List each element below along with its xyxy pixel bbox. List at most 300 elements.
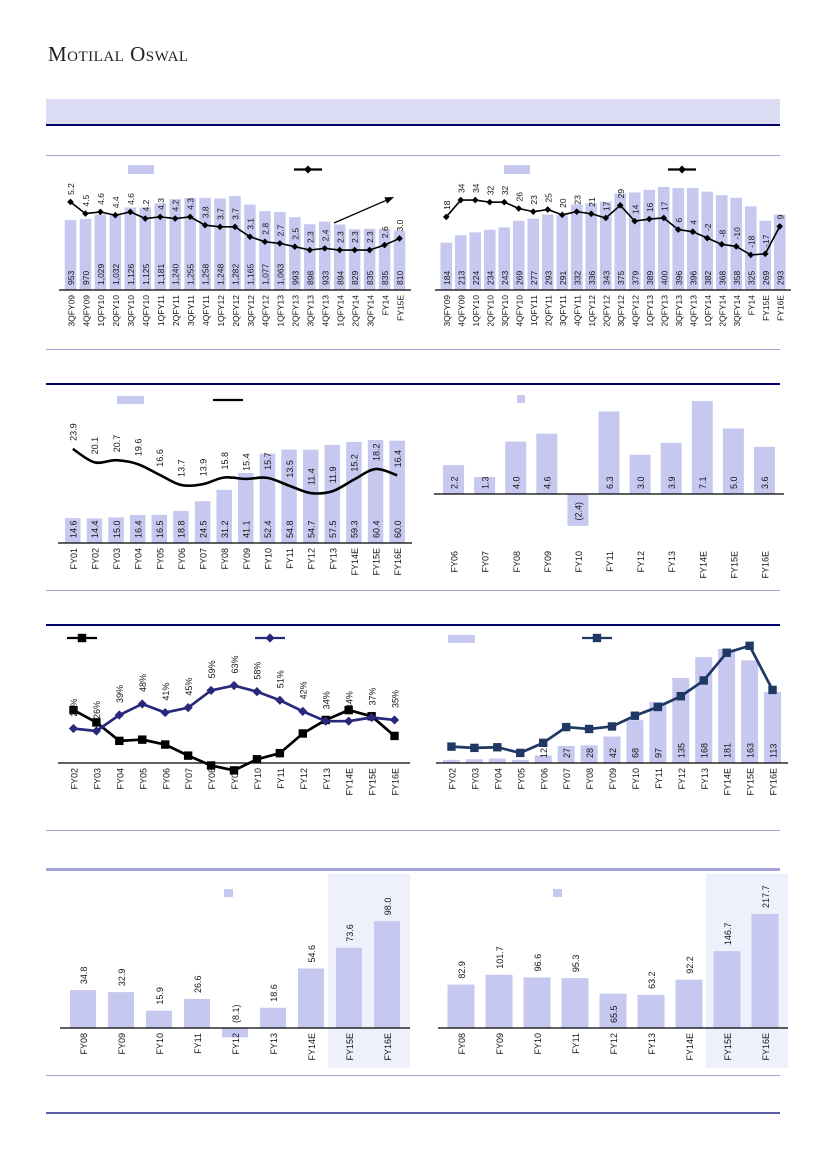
svg-text:FY03: FY03 xyxy=(470,768,481,790)
svg-text:95.3: 95.3 xyxy=(570,954,581,973)
svg-text:32: 32 xyxy=(499,185,510,196)
svg-text:217.7: 217.7 xyxy=(760,885,771,908)
svg-text:12: 12 xyxy=(538,747,549,758)
svg-text:FY16E: FY16E xyxy=(383,1033,394,1061)
svg-text:4.6: 4.6 xyxy=(542,476,553,489)
svg-text:336: 336 xyxy=(586,270,597,285)
svg-text:3.8: 3.8 xyxy=(200,206,211,219)
svg-text:933: 933 xyxy=(320,270,331,285)
footer-divider xyxy=(46,1112,780,1114)
svg-text:FY07: FY07 xyxy=(562,768,573,790)
svg-text:898: 898 xyxy=(305,270,316,285)
svg-text:FY01: FY01 xyxy=(68,548,79,570)
svg-text:54.7: 54.7 xyxy=(306,520,317,538)
svg-text:34%: 34% xyxy=(344,691,355,710)
svg-text:389: 389 xyxy=(644,270,655,285)
svg-text:835: 835 xyxy=(380,270,391,285)
chart-row2-right xyxy=(424,385,792,588)
svg-text:3.1: 3.1 xyxy=(245,217,256,230)
svg-text:59.3: 59.3 xyxy=(349,520,360,538)
svg-text:60.0: 60.0 xyxy=(392,520,403,538)
chart-row3-right xyxy=(424,626,792,830)
svg-text:(2.4): (2.4) xyxy=(573,502,584,521)
svg-text:291: 291 xyxy=(557,270,568,285)
svg-text:224: 224 xyxy=(470,270,481,285)
svg-text:21: 21 xyxy=(586,197,597,207)
svg-text:FY16E: FY16E xyxy=(390,768,401,796)
svg-text:FY05: FY05 xyxy=(516,768,527,790)
svg-text:FY13: FY13 xyxy=(321,768,332,790)
svg-text:3.0: 3.0 xyxy=(635,476,646,489)
svg-text:82.9: 82.9 xyxy=(456,961,467,979)
svg-text:FY12: FY12 xyxy=(636,551,647,573)
svg-text:243: 243 xyxy=(499,270,510,285)
svg-text:970: 970 xyxy=(81,270,92,285)
svg-text:4QFY13: 4QFY13 xyxy=(688,295,699,327)
svg-text:25: 25 xyxy=(543,193,554,203)
svg-text:FY16E: FY16E xyxy=(393,548,404,576)
svg-text:FY10: FY10 xyxy=(252,768,263,790)
svg-text:2QFY14: 2QFY14 xyxy=(350,295,361,327)
svg-text:34: 34 xyxy=(456,183,467,194)
svg-text:18.8: 18.8 xyxy=(176,520,187,538)
svg-text:FY12: FY12 xyxy=(298,768,309,790)
svg-text:FY02: FY02 xyxy=(447,768,458,790)
svg-text:2QFY14: 2QFY14 xyxy=(717,295,728,327)
svg-text:13.7: 13.7 xyxy=(176,459,187,477)
svg-text:FY04: FY04 xyxy=(493,768,504,790)
svg-text:FY11: FY11 xyxy=(653,768,664,789)
svg-text:FY09: FY09 xyxy=(608,768,619,790)
svg-text:400: 400 xyxy=(659,270,670,285)
svg-text:FY15E: FY15E xyxy=(729,551,740,579)
svg-text:4.6: 4.6 xyxy=(95,193,106,205)
svg-text:4QFY09: 4QFY09 xyxy=(81,295,92,327)
svg-text:3QFY11: 3QFY11 xyxy=(185,295,196,327)
svg-text:3QFY13: 3QFY13 xyxy=(305,295,316,327)
svg-text:FY11: FY11 xyxy=(571,1033,582,1054)
svg-text:15.2: 15.2 xyxy=(349,454,360,472)
svg-text:4QFY10: 4QFY10 xyxy=(514,295,525,327)
svg-text:3.6: 3.6 xyxy=(760,476,771,489)
svg-text:2.3: 2.3 xyxy=(350,231,361,244)
svg-text:FY08: FY08 xyxy=(220,548,231,570)
svg-text:34%: 34% xyxy=(321,691,332,710)
svg-text:4.4: 4.4 xyxy=(110,196,121,209)
svg-text:332: 332 xyxy=(572,270,583,285)
svg-text:FY10: FY10 xyxy=(630,768,641,790)
svg-text:2.4: 2.4 xyxy=(320,229,331,242)
svg-text:146.7: 146.7 xyxy=(722,922,733,946)
svg-text:168: 168 xyxy=(699,742,710,758)
svg-text:113: 113 xyxy=(768,743,779,758)
svg-text:5.2: 5.2 xyxy=(66,183,77,195)
svg-text:63%: 63% xyxy=(229,655,240,674)
svg-text:3QFY10: 3QFY10 xyxy=(500,295,511,327)
svg-text:16: 16 xyxy=(644,202,655,213)
svg-text:2QFY11: 2QFY11 xyxy=(543,295,554,327)
svg-text:3QFY12: 3QFY12 xyxy=(616,295,627,327)
svg-text:1QFY14: 1QFY14 xyxy=(703,295,714,327)
svg-text:894: 894 xyxy=(335,270,346,285)
svg-text:28: 28 xyxy=(584,747,595,758)
svg-text:96.6: 96.6 xyxy=(532,953,543,972)
svg-text:FY14E: FY14E xyxy=(307,1033,318,1061)
svg-text:3.9: 3.9 xyxy=(666,476,677,489)
svg-text:16.4: 16.4 xyxy=(392,449,403,468)
svg-text:1,181: 1,181 xyxy=(155,263,166,285)
svg-text:358: 358 xyxy=(731,270,742,285)
svg-text:FY11: FY11 xyxy=(275,768,286,789)
svg-text:59%: 59% xyxy=(206,660,217,679)
svg-text:4QFY13: 4QFY13 xyxy=(320,295,331,327)
svg-text:FY15E: FY15E xyxy=(761,295,772,321)
svg-text:4QFY12: 4QFY12 xyxy=(630,295,641,327)
svg-text:42%: 42% xyxy=(298,681,309,700)
svg-text:FY04: FY04 xyxy=(133,548,144,570)
svg-text:16.5: 16.5 xyxy=(155,520,166,538)
svg-text:4.3: 4.3 xyxy=(155,198,166,210)
svg-text:18.2: 18.2 xyxy=(371,443,382,462)
svg-text:13.5: 13.5 xyxy=(284,460,295,478)
svg-text:2.5: 2.5 xyxy=(290,227,301,240)
svg-text:FY09: FY09 xyxy=(241,548,252,570)
svg-text:FY15E: FY15E xyxy=(395,295,406,321)
svg-text:3QFY09: 3QFY09 xyxy=(66,295,77,327)
svg-text:269: 269 xyxy=(760,270,771,285)
svg-text:375: 375 xyxy=(615,270,626,285)
svg-text:54.6: 54.6 xyxy=(306,944,317,963)
svg-text:953: 953 xyxy=(66,270,77,285)
svg-text:98.0: 98.0 xyxy=(382,897,393,916)
svg-text:4.0: 4.0 xyxy=(511,476,522,489)
section-divider xyxy=(46,590,780,591)
svg-text:17: 17 xyxy=(659,201,670,211)
svg-text:FY06: FY06 xyxy=(539,768,550,790)
svg-text:FY16E: FY16E xyxy=(761,1033,772,1061)
svg-text:7.1: 7.1 xyxy=(698,476,709,489)
svg-text:FY16E: FY16E xyxy=(760,551,771,579)
svg-text:FY05: FY05 xyxy=(138,768,149,790)
svg-text:FY15E: FY15E xyxy=(723,1033,734,1061)
svg-text:1,125: 1,125 xyxy=(140,263,151,285)
svg-text:14.4: 14.4 xyxy=(90,520,101,538)
svg-text:4.3: 4.3 xyxy=(185,198,196,210)
svg-text:FY14: FY14 xyxy=(746,295,757,316)
svg-text:15.0: 15.0 xyxy=(111,520,122,538)
svg-text:20: 20 xyxy=(557,198,568,208)
svg-text:-17: -17 xyxy=(760,234,771,247)
svg-text:396: 396 xyxy=(688,270,699,285)
svg-text:3QFY14: 3QFY14 xyxy=(365,295,376,327)
svg-text:2.6: 2.6 xyxy=(380,226,391,239)
svg-text:34: 34 xyxy=(470,183,481,194)
svg-text:368: 368 xyxy=(717,270,728,285)
svg-text:19.6: 19.6 xyxy=(133,438,144,457)
svg-text:1,282: 1,282 xyxy=(230,263,241,285)
svg-text:97: 97 xyxy=(653,747,664,758)
svg-text:52.4: 52.4 xyxy=(263,520,274,538)
svg-text:FY04: FY04 xyxy=(115,768,126,790)
svg-text:4QFY10: 4QFY10 xyxy=(141,295,152,327)
svg-text:6: 6 xyxy=(673,217,684,223)
svg-text:343: 343 xyxy=(601,270,612,285)
svg-text:2.3: 2.3 xyxy=(335,231,346,244)
svg-text:4.2: 4.2 xyxy=(140,199,151,212)
svg-text:FY06: FY06 xyxy=(176,548,187,570)
svg-text:1QFY11: 1QFY11 xyxy=(156,295,167,327)
svg-text:FY15E: FY15E xyxy=(745,768,756,796)
svg-text:11.9: 11.9 xyxy=(328,466,339,484)
svg-text:54.8: 54.8 xyxy=(284,520,295,538)
svg-text:FY15E: FY15E xyxy=(371,548,382,576)
svg-text:FY05: FY05 xyxy=(155,548,166,570)
svg-text:(8.1): (8.1) xyxy=(230,1004,241,1023)
svg-text:1,258: 1,258 xyxy=(200,263,211,285)
svg-text:FY07: FY07 xyxy=(198,548,209,570)
svg-text:163: 163 xyxy=(745,742,756,758)
svg-text:15.7: 15.7 xyxy=(263,452,274,470)
svg-text:FY09: FY09 xyxy=(230,768,241,790)
svg-text:35%: 35% xyxy=(390,689,401,708)
svg-text:FY11: FY11 xyxy=(193,1033,204,1054)
svg-text:2.2: 2.2 xyxy=(449,476,460,489)
svg-text:2.8: 2.8 xyxy=(260,222,271,235)
svg-text:FY02: FY02 xyxy=(90,548,101,570)
svg-text:41%: 41% xyxy=(160,682,171,701)
svg-text:293: 293 xyxy=(543,270,554,285)
svg-text:1,255: 1,255 xyxy=(185,263,196,285)
svg-text:-18: -18 xyxy=(746,235,757,248)
svg-text:FY16E: FY16E xyxy=(768,768,779,796)
section-divider xyxy=(46,830,780,831)
svg-text:2QFY13: 2QFY13 xyxy=(659,295,670,327)
svg-text:11.4: 11.4 xyxy=(306,468,317,486)
svg-text:FY10: FY10 xyxy=(533,1033,544,1055)
svg-text:FY08: FY08 xyxy=(585,768,596,790)
svg-text:835: 835 xyxy=(365,270,376,285)
svg-text:FY16E: FY16E xyxy=(775,295,786,321)
svg-text:379: 379 xyxy=(630,270,641,285)
svg-text:2.3: 2.3 xyxy=(365,231,376,244)
svg-text:3QFY12: 3QFY12 xyxy=(245,295,256,327)
svg-text:4QFY09: 4QFY09 xyxy=(456,295,467,327)
svg-text:14: 14 xyxy=(630,204,641,215)
svg-text:396: 396 xyxy=(673,270,684,285)
svg-text:181: 181 xyxy=(722,742,733,758)
svg-text:FY03: FY03 xyxy=(112,548,123,570)
svg-text:FY15E: FY15E xyxy=(345,1033,356,1061)
svg-text:FY09: FY09 xyxy=(542,551,553,573)
svg-text:2QFY12: 2QFY12 xyxy=(230,295,241,327)
svg-text:20.7: 20.7 xyxy=(111,434,122,453)
svg-text:FY09: FY09 xyxy=(495,1033,506,1055)
svg-text:3.7: 3.7 xyxy=(230,208,241,220)
svg-text:FY14E: FY14E xyxy=(344,768,355,796)
svg-text:993: 993 xyxy=(290,270,301,285)
svg-text:4QFY11: 4QFY11 xyxy=(200,295,211,327)
chart-row4-right xyxy=(424,872,792,1072)
svg-text:48%: 48% xyxy=(138,673,149,692)
svg-text:382: 382 xyxy=(702,270,713,285)
svg-text:24.5: 24.5 xyxy=(198,520,209,538)
svg-text:277: 277 xyxy=(528,270,539,285)
svg-text:FY06: FY06 xyxy=(449,551,460,573)
svg-text:14.6: 14.6 xyxy=(68,520,79,538)
svg-text:31.2: 31.2 xyxy=(219,520,230,538)
svg-text:73.6: 73.6 xyxy=(344,924,355,942)
svg-text:1,240: 1,240 xyxy=(170,263,181,285)
svg-text:1QFY11: 1QFY11 xyxy=(529,295,540,327)
svg-text:1QFY12: 1QFY12 xyxy=(587,295,598,327)
svg-text:2.3: 2.3 xyxy=(305,231,316,244)
svg-text:213: 213 xyxy=(456,270,467,285)
svg-text:5.0: 5.0 xyxy=(729,476,740,489)
svg-text:FY14E: FY14E xyxy=(349,548,360,576)
svg-text:20.1: 20.1 xyxy=(90,436,101,455)
svg-text:234: 234 xyxy=(485,270,496,285)
svg-text:FY13: FY13 xyxy=(328,548,339,570)
svg-text:FY12: FY12 xyxy=(609,1033,620,1055)
svg-text:-8: -8 xyxy=(717,229,728,238)
svg-text:FY06: FY06 xyxy=(161,768,172,790)
svg-text:3QFY10: 3QFY10 xyxy=(126,295,137,327)
svg-text:269: 269 xyxy=(514,270,525,285)
svg-text:4QFY11: 4QFY11 xyxy=(572,295,583,327)
section-divider xyxy=(46,868,780,871)
svg-text:FY11: FY11 xyxy=(285,548,296,569)
svg-text:FY03: FY03 xyxy=(92,768,103,790)
svg-text:1.3: 1.3 xyxy=(480,476,491,489)
svg-text:15.8: 15.8 xyxy=(219,451,230,470)
svg-text:23.9: 23.9 xyxy=(68,423,79,441)
svg-text:32.9: 32.9 xyxy=(116,968,127,987)
svg-text:13.9: 13.9 xyxy=(198,458,209,477)
svg-text:1QFY10: 1QFY10 xyxy=(96,295,107,327)
svg-text:FY14E: FY14E xyxy=(722,768,733,796)
svg-text:27: 27 xyxy=(561,747,572,758)
svg-text:3QFY13: 3QFY13 xyxy=(674,295,685,327)
svg-text:15.4: 15.4 xyxy=(241,453,252,471)
svg-text:26: 26 xyxy=(514,192,525,202)
svg-text:1QFY13: 1QFY13 xyxy=(645,295,656,327)
svg-text:2QFY10: 2QFY10 xyxy=(485,295,496,327)
svg-text:42: 42 xyxy=(607,747,618,758)
svg-text:FY12: FY12 xyxy=(231,1033,242,1055)
svg-text:2QFY12: 2QFY12 xyxy=(601,295,612,327)
svg-text:6.3: 6.3 xyxy=(604,476,615,489)
svg-text:4.2: 4.2 xyxy=(170,199,181,212)
svg-text:135: 135 xyxy=(676,742,687,758)
svg-text:FY14E: FY14E xyxy=(685,1033,696,1061)
svg-text:1,077: 1,077 xyxy=(260,263,271,285)
svg-text:4QFY12: 4QFY12 xyxy=(260,295,271,327)
svg-text:1,248: 1,248 xyxy=(215,263,226,285)
svg-text:23: 23 xyxy=(528,195,539,205)
svg-text:29: 29 xyxy=(615,188,626,199)
svg-text:FY13: FY13 xyxy=(269,1033,280,1055)
svg-text:45%: 45% xyxy=(183,677,194,696)
svg-text:58%: 58% xyxy=(252,661,263,680)
svg-text:63.2: 63.2 xyxy=(646,971,657,989)
svg-text:16.6: 16.6 xyxy=(155,449,166,467)
svg-text:4.6: 4.6 xyxy=(125,193,136,205)
svg-text:16.4: 16.4 xyxy=(133,520,144,538)
svg-text:101.7: 101.7 xyxy=(494,946,505,969)
svg-text:1QFY12: 1QFY12 xyxy=(215,295,226,327)
svg-text:32: 32 xyxy=(485,185,496,196)
svg-text:34.8: 34.8 xyxy=(78,966,89,985)
svg-text:39%: 39% xyxy=(115,685,126,704)
svg-text:17: 17 xyxy=(601,201,612,211)
svg-text:FY13: FY13 xyxy=(647,1033,658,1055)
svg-text:FY13: FY13 xyxy=(667,551,678,573)
svg-text:1QFY14: 1QFY14 xyxy=(335,295,346,327)
brand-logo: Motilal Oswal xyxy=(48,42,189,66)
svg-text:-2: -2 xyxy=(702,223,713,232)
svg-text:FY15E: FY15E xyxy=(367,768,378,796)
svg-text:2.7: 2.7 xyxy=(275,224,286,237)
svg-text:41.1: 41.1 xyxy=(241,520,252,538)
svg-text:FY12: FY12 xyxy=(676,768,687,790)
svg-text:60.4: 60.4 xyxy=(371,520,382,538)
svg-text:23: 23 xyxy=(572,195,583,205)
svg-text:57.5: 57.5 xyxy=(328,520,339,538)
svg-text:26%: 26% xyxy=(92,701,103,720)
svg-text:FY09: FY09 xyxy=(117,1033,128,1055)
svg-text:FY07: FY07 xyxy=(184,768,195,790)
svg-text:FY14: FY14 xyxy=(380,295,391,316)
svg-text:1,165: 1,165 xyxy=(245,263,256,285)
svg-text:37%: 37% xyxy=(367,687,378,706)
svg-text:FY10: FY10 xyxy=(573,551,584,573)
svg-text:3QFY11: 3QFY11 xyxy=(558,295,569,327)
svg-text:65.5: 65.5 xyxy=(608,1005,619,1023)
svg-text:293: 293 xyxy=(775,270,786,285)
chart-row3-left xyxy=(46,626,414,830)
svg-text:26.6: 26.6 xyxy=(192,975,203,994)
svg-text:-10: -10 xyxy=(731,227,742,240)
svg-text:68: 68 xyxy=(630,747,641,758)
chart-row2-left xyxy=(46,385,414,588)
svg-text:3.7: 3.7 xyxy=(215,208,226,220)
svg-text:FY14E: FY14E xyxy=(698,551,709,579)
svg-text:18.6: 18.6 xyxy=(268,984,279,1002)
svg-text:FY10: FY10 xyxy=(263,548,274,570)
svg-text:829: 829 xyxy=(350,270,361,285)
svg-text:15.9: 15.9 xyxy=(154,987,165,1005)
svg-text:FY11: FY11 xyxy=(605,551,616,572)
svg-text:3QFY14: 3QFY14 xyxy=(732,295,743,327)
svg-text:FY10: FY10 xyxy=(155,1033,166,1055)
svg-text:2QFY13: 2QFY13 xyxy=(290,295,301,327)
section-divider xyxy=(46,1075,780,1076)
section-divider xyxy=(46,349,780,350)
svg-text:1QFY10: 1QFY10 xyxy=(471,295,482,327)
chart-row1-left xyxy=(46,157,414,350)
svg-text:92.2: 92.2 xyxy=(684,956,695,974)
svg-text:3.0: 3.0 xyxy=(395,219,406,232)
svg-text:1,126: 1,126 xyxy=(125,263,136,285)
svg-text:FY02: FY02 xyxy=(69,768,80,790)
svg-text:1,063: 1,063 xyxy=(275,263,286,285)
svg-text:9: 9 xyxy=(775,214,786,220)
section-divider xyxy=(46,155,780,156)
svg-text:18: 18 xyxy=(441,200,452,210)
svg-text:51%: 51% xyxy=(275,670,286,689)
chart-row4-left xyxy=(46,872,414,1072)
svg-text:28%: 28% xyxy=(69,698,80,717)
